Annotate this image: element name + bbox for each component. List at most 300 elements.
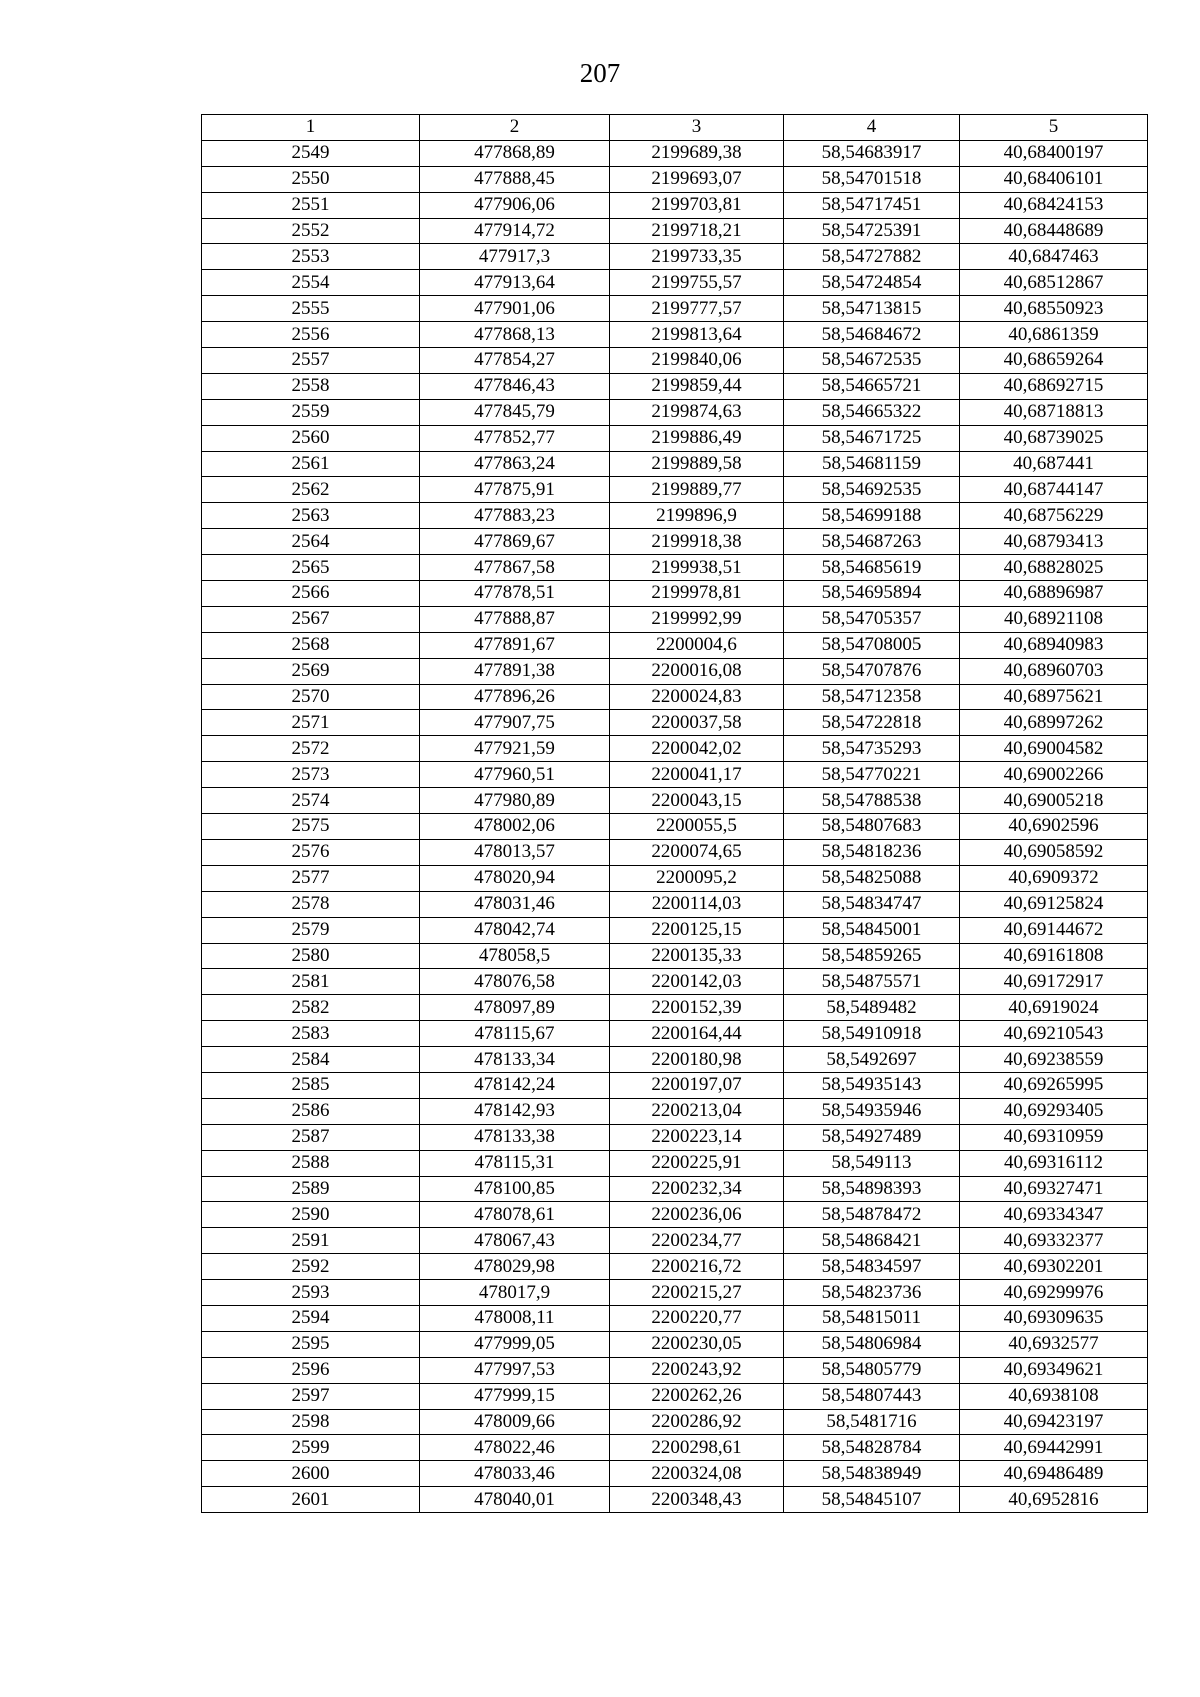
table-row: [202, 1072, 1148, 1098]
x-coordinate-cell: 478029,98: [420, 1254, 610, 1280]
x-coordinate-cell: 478008,11: [420, 1305, 610, 1331]
latitude-cell: 58,54828784: [784, 1435, 960, 1461]
table-row: [202, 736, 1148, 762]
y-coordinate-cell: 2199689,38: [610, 140, 784, 166]
latitude-cell: 58,54712358: [784, 684, 960, 710]
point-number-cell: 2596: [202, 1357, 420, 1383]
longitude-cell: 40,69058592: [960, 839, 1148, 865]
longitude-cell: 40,6932577: [960, 1331, 1148, 1357]
longitude-cell: 40,68659264: [960, 348, 1148, 374]
column-header: 5: [960, 115, 1148, 141]
y-coordinate-cell: 2199918,38: [610, 529, 784, 555]
latitude-cell: 58,54665322: [784, 399, 960, 425]
x-coordinate-cell: 477896,26: [420, 684, 610, 710]
point-number-cell: 2581: [202, 969, 420, 995]
x-coordinate-cell: 477999,15: [420, 1383, 610, 1409]
table-row: [202, 1383, 1148, 1409]
y-coordinate-cell: 2199874,63: [610, 399, 784, 425]
longitude-cell: 40,69349621: [960, 1357, 1148, 1383]
coordinates-table: [201, 114, 1148, 1513]
point-number-cell: 2582: [202, 995, 420, 1021]
x-coordinate-cell: 478009,66: [420, 1409, 610, 1435]
x-coordinate-cell: 478076,58: [420, 969, 610, 995]
latitude-cell: 58,54707876: [784, 658, 960, 684]
longitude-cell: 40,69486489: [960, 1461, 1148, 1487]
longitude-cell: 40,69309635: [960, 1305, 1148, 1331]
point-number-cell: 2585: [202, 1072, 420, 1098]
latitude-cell: 58,54665721: [784, 373, 960, 399]
x-coordinate-cell: 477891,67: [420, 632, 610, 658]
y-coordinate-cell: 2200125,15: [610, 917, 784, 943]
latitude-cell: 58,54807443: [784, 1383, 960, 1409]
y-coordinate-cell: 2199840,06: [610, 348, 784, 374]
x-coordinate-cell: 478040,01: [420, 1487, 610, 1513]
longitude-cell: 40,69310959: [960, 1124, 1148, 1150]
latitude-cell: 58,54683917: [784, 140, 960, 166]
latitude-cell: 58,54815011: [784, 1305, 960, 1331]
point-number-cell: 2571: [202, 710, 420, 736]
latitude-cell: 58,54788538: [784, 788, 960, 814]
latitude-cell: 58,54806984: [784, 1331, 960, 1357]
point-number-cell: 2598: [202, 1409, 420, 1435]
table-row: [202, 140, 1148, 166]
latitude-cell: 58,54825088: [784, 865, 960, 891]
x-coordinate-cell: 477854,27: [420, 348, 610, 374]
point-number-cell: 2597: [202, 1383, 420, 1409]
y-coordinate-cell: 2199992,99: [610, 606, 784, 632]
point-number-cell: 2591: [202, 1228, 420, 1254]
x-coordinate-cell: 478042,74: [420, 917, 610, 943]
x-coordinate-cell: 477906,06: [420, 192, 610, 218]
longitude-cell: 40,68896987: [960, 581, 1148, 607]
y-coordinate-cell: 2200223,14: [610, 1124, 784, 1150]
table-row: [202, 581, 1148, 607]
longitude-cell: 40,68828025: [960, 555, 1148, 581]
table-row: [202, 1305, 1148, 1331]
y-coordinate-cell: 2200236,06: [610, 1202, 784, 1228]
table-row: [202, 166, 1148, 192]
x-coordinate-cell: 478142,24: [420, 1072, 610, 1098]
longitude-cell: 40,6909372: [960, 865, 1148, 891]
point-number-cell: 2566: [202, 581, 420, 607]
table-row: [202, 244, 1148, 270]
longitude-cell: 40,68406101: [960, 166, 1148, 192]
latitude-cell: 58,54713815: [784, 296, 960, 322]
table-row: [202, 373, 1148, 399]
x-coordinate-cell: 477846,43: [420, 373, 610, 399]
table-row: [202, 1202, 1148, 1228]
table-row: [202, 1150, 1148, 1176]
point-number-cell: 2556: [202, 322, 420, 348]
x-coordinate-cell: 477875,91: [420, 477, 610, 503]
y-coordinate-cell: 2200232,34: [610, 1176, 784, 1202]
longitude-cell: 40,6938108: [960, 1383, 1148, 1409]
column-header: 2: [420, 115, 610, 141]
table-row: [202, 1435, 1148, 1461]
longitude-cell: 40,6919024: [960, 995, 1148, 1021]
y-coordinate-cell: 2200016,08: [610, 658, 784, 684]
table-row: [202, 451, 1148, 477]
longitude-cell: 40,68400197: [960, 140, 1148, 166]
longitude-cell: 40,69002266: [960, 762, 1148, 788]
longitude-cell: 40,69144672: [960, 917, 1148, 943]
point-number-cell: 2586: [202, 1098, 420, 1124]
latitude-cell: 58,54735293: [784, 736, 960, 762]
longitude-cell: 40,68718813: [960, 399, 1148, 425]
longitude-cell: 40,69316112: [960, 1150, 1148, 1176]
x-coordinate-cell: 478142,93: [420, 1098, 610, 1124]
table-row: [202, 865, 1148, 891]
latitude-cell: 58,54838949: [784, 1461, 960, 1487]
table-row: [202, 710, 1148, 736]
latitude-cell: 58,54722818: [784, 710, 960, 736]
table-row: [202, 606, 1148, 632]
x-coordinate-cell: 477867,58: [420, 555, 610, 581]
latitude-cell: 58,54684672: [784, 322, 960, 348]
y-coordinate-cell: 2199813,64: [610, 322, 784, 348]
latitude-cell: 58,54878472: [784, 1202, 960, 1228]
latitude-cell: 58,54727882: [784, 244, 960, 270]
y-coordinate-cell: 2200262,26: [610, 1383, 784, 1409]
latitude-cell: 58,54695894: [784, 581, 960, 607]
table-row: [202, 1228, 1148, 1254]
point-number-cell: 2575: [202, 814, 420, 840]
table-row: [202, 762, 1148, 788]
latitude-cell: 58,54875571: [784, 969, 960, 995]
latitude-cell: 58,549113: [784, 1150, 960, 1176]
longitude-cell: 40,6847463: [960, 244, 1148, 270]
latitude-cell: 58,54898393: [784, 1176, 960, 1202]
latitude-cell: 58,54807683: [784, 814, 960, 840]
x-coordinate-cell: 477999,05: [420, 1331, 610, 1357]
table-row: [202, 969, 1148, 995]
x-coordinate-cell: 477878,51: [420, 581, 610, 607]
point-number-cell: 2588: [202, 1150, 420, 1176]
y-coordinate-cell: 2200213,04: [610, 1098, 784, 1124]
latitude-cell: 58,54935143: [784, 1072, 960, 1098]
point-number-cell: 2564: [202, 529, 420, 555]
table-row: [202, 788, 1148, 814]
x-coordinate-cell: 477869,67: [420, 529, 610, 555]
latitude-cell: 58,54845107: [784, 1487, 960, 1513]
longitude-cell: 40,69265995: [960, 1072, 1148, 1098]
y-coordinate-cell: 2200114,03: [610, 891, 784, 917]
y-coordinate-cell: 2200225,91: [610, 1150, 784, 1176]
y-coordinate-cell: 2200197,07: [610, 1072, 784, 1098]
latitude-cell: 58,54708005: [784, 632, 960, 658]
longitude-cell: 40,687441: [960, 451, 1148, 477]
point-number-cell: 2549: [202, 140, 420, 166]
table-header-row: [202, 115, 1148, 141]
point-number-cell: 2552: [202, 218, 420, 244]
point-number-cell: 2574: [202, 788, 420, 814]
column-header: 3: [610, 115, 784, 141]
table-row: [202, 425, 1148, 451]
point-number-cell: 2567: [202, 606, 420, 632]
x-coordinate-cell: 477868,89: [420, 140, 610, 166]
point-number-cell: 2599: [202, 1435, 420, 1461]
y-coordinate-cell: 2199777,57: [610, 296, 784, 322]
point-number-cell: 2577: [202, 865, 420, 891]
table-row: [202, 1280, 1148, 1306]
table-row: [202, 1098, 1148, 1124]
point-number-cell: 2560: [202, 425, 420, 451]
point-number-cell: 2559: [202, 399, 420, 425]
x-coordinate-cell: 477913,64: [420, 270, 610, 296]
x-coordinate-cell: 478078,61: [420, 1202, 610, 1228]
latitude-cell: 58,54699188: [784, 503, 960, 529]
longitude-cell: 40,68744147: [960, 477, 1148, 503]
x-coordinate-cell: 478067,43: [420, 1228, 610, 1254]
longitude-cell: 40,69423197: [960, 1409, 1148, 1435]
y-coordinate-cell: 2199886,49: [610, 425, 784, 451]
table-body: [202, 140, 1148, 1512]
latitude-cell: 58,54910918: [784, 1021, 960, 1047]
x-coordinate-cell: 478017,9: [420, 1280, 610, 1306]
x-coordinate-cell: 477883,23: [420, 503, 610, 529]
latitude-cell: 58,54701518: [784, 166, 960, 192]
table-row: [202, 1176, 1148, 1202]
x-coordinate-cell: 477852,77: [420, 425, 610, 451]
longitude-cell: 40,69302201: [960, 1254, 1148, 1280]
point-number-cell: 2563: [202, 503, 420, 529]
table-row: [202, 192, 1148, 218]
point-number-cell: 2561: [202, 451, 420, 477]
longitude-cell: 40,69172917: [960, 969, 1148, 995]
longitude-cell: 40,69161808: [960, 943, 1148, 969]
y-coordinate-cell: 2200216,72: [610, 1254, 784, 1280]
longitude-cell: 40,68997262: [960, 710, 1148, 736]
point-number-cell: 2554: [202, 270, 420, 296]
longitude-cell: 40,69332377: [960, 1228, 1148, 1254]
x-coordinate-cell: 478020,94: [420, 865, 610, 891]
point-number-cell: 2553: [202, 244, 420, 270]
point-number-cell: 2584: [202, 1047, 420, 1073]
x-coordinate-cell: 477921,59: [420, 736, 610, 762]
longitude-cell: 40,68793413: [960, 529, 1148, 555]
longitude-cell: 40,68940983: [960, 632, 1148, 658]
table-row: [202, 296, 1148, 322]
y-coordinate-cell: 2200095,2: [610, 865, 784, 891]
x-coordinate-cell: 478133,38: [420, 1124, 610, 1150]
point-number-cell: 2550: [202, 166, 420, 192]
y-coordinate-cell: 2199755,57: [610, 270, 784, 296]
y-coordinate-cell: 2200180,98: [610, 1047, 784, 1073]
x-coordinate-cell: 478002,06: [420, 814, 610, 840]
longitude-cell: 40,69299976: [960, 1280, 1148, 1306]
latitude-cell: 58,54868421: [784, 1228, 960, 1254]
table-row: [202, 1331, 1148, 1357]
x-coordinate-cell: 477997,53: [420, 1357, 610, 1383]
latitude-cell: 58,54717451: [784, 192, 960, 218]
x-coordinate-cell: 477917,3: [420, 244, 610, 270]
latitude-cell: 58,54685619: [784, 555, 960, 581]
table-row: [202, 1409, 1148, 1435]
point-number-cell: 2590: [202, 1202, 420, 1228]
table-row: [202, 684, 1148, 710]
latitude-cell: 58,5489482: [784, 995, 960, 1021]
point-number-cell: 2557: [202, 348, 420, 374]
y-coordinate-cell: 2200286,92: [610, 1409, 784, 1435]
y-coordinate-cell: 2200037,58: [610, 710, 784, 736]
table-row: [202, 477, 1148, 503]
latitude-cell: 58,54770221: [784, 762, 960, 788]
latitude-cell: 58,5492697: [784, 1047, 960, 1073]
point-number-cell: 2555: [202, 296, 420, 322]
latitude-cell: 58,54692535: [784, 477, 960, 503]
x-coordinate-cell: 478097,89: [420, 995, 610, 1021]
y-coordinate-cell: 2199703,81: [610, 192, 784, 218]
x-coordinate-cell: 477914,72: [420, 218, 610, 244]
y-coordinate-cell: 2200024,83: [610, 684, 784, 710]
y-coordinate-cell: 2199938,51: [610, 555, 784, 581]
y-coordinate-cell: 2200074,65: [610, 839, 784, 865]
longitude-cell: 40,69005218: [960, 788, 1148, 814]
point-number-cell: 2593: [202, 1280, 420, 1306]
x-coordinate-cell: 478115,31: [420, 1150, 610, 1176]
point-number-cell: 2592: [202, 1254, 420, 1280]
table-row: [202, 1487, 1148, 1513]
table-row: [202, 995, 1148, 1021]
table-row: [202, 399, 1148, 425]
column-header: 1: [202, 115, 420, 141]
table-row: [202, 1357, 1148, 1383]
table-row: [202, 322, 1148, 348]
point-number-cell: 2595: [202, 1331, 420, 1357]
longitude-cell: 40,69327471: [960, 1176, 1148, 1202]
x-coordinate-cell: 477980,89: [420, 788, 610, 814]
x-coordinate-cell: 478033,46: [420, 1461, 610, 1487]
longitude-cell: 40,69238559: [960, 1047, 1148, 1073]
longitude-cell: 40,68739025: [960, 425, 1148, 451]
longitude-cell: 40,68424153: [960, 192, 1148, 218]
y-coordinate-cell: 2199693,07: [610, 166, 784, 192]
longitude-cell: 40,6952816: [960, 1487, 1148, 1513]
latitude-cell: 58,54834597: [784, 1254, 960, 1280]
y-coordinate-cell: 2200324,08: [610, 1461, 784, 1487]
x-coordinate-cell: 478013,57: [420, 839, 610, 865]
y-coordinate-cell: 2200004,6: [610, 632, 784, 658]
y-coordinate-cell: 2200348,43: [610, 1487, 784, 1513]
table-row: [202, 529, 1148, 555]
x-coordinate-cell: 477888,87: [420, 606, 610, 632]
longitude-cell: 40,69004582: [960, 736, 1148, 762]
table-row: [202, 1124, 1148, 1150]
point-number-cell: 2583: [202, 1021, 420, 1047]
table-row: [202, 348, 1148, 374]
table-row: [202, 814, 1148, 840]
point-number-cell: 2572: [202, 736, 420, 762]
table-row: [202, 1021, 1148, 1047]
latitude-cell: 58,54935946: [784, 1098, 960, 1124]
page-number: 207: [579, 58, 621, 88]
y-coordinate-cell: 2200042,02: [610, 736, 784, 762]
x-coordinate-cell: 478100,85: [420, 1176, 610, 1202]
latitude-cell: 58,54672535: [784, 348, 960, 374]
y-coordinate-cell: 2200142,03: [610, 969, 784, 995]
latitude-cell: 58,54705357: [784, 606, 960, 632]
x-coordinate-cell: 477863,24: [420, 451, 610, 477]
table-row: [202, 917, 1148, 943]
longitude-cell: 40,68550923: [960, 296, 1148, 322]
longitude-cell: 40,68960703: [960, 658, 1148, 684]
latitude-cell: 58,54845001: [784, 917, 960, 943]
longitude-cell: 40,69125824: [960, 891, 1148, 917]
longitude-cell: 40,68756229: [960, 503, 1148, 529]
y-coordinate-cell: 2200041,17: [610, 762, 784, 788]
longitude-cell: 40,68448689: [960, 218, 1148, 244]
point-number-cell: 2562: [202, 477, 420, 503]
x-coordinate-cell: 477901,06: [420, 296, 610, 322]
y-coordinate-cell: 2199889,77: [610, 477, 784, 503]
longitude-cell: 40,6902596: [960, 814, 1148, 840]
x-coordinate-cell: 477868,13: [420, 322, 610, 348]
point-number-cell: 2589: [202, 1176, 420, 1202]
point-number-cell: 2579: [202, 917, 420, 943]
table-row: [202, 891, 1148, 917]
longitude-cell: 40,69210543: [960, 1021, 1148, 1047]
y-coordinate-cell: 2199859,44: [610, 373, 784, 399]
x-coordinate-cell: 478058,5: [420, 943, 610, 969]
y-coordinate-cell: 2199889,58: [610, 451, 784, 477]
table-row: [202, 943, 1148, 969]
longitude-cell: 40,69442991: [960, 1435, 1148, 1461]
x-coordinate-cell: 478115,67: [420, 1021, 610, 1047]
latitude-cell: 58,54725391: [784, 218, 960, 244]
y-coordinate-cell: 2200135,33: [610, 943, 784, 969]
longitude-cell: 40,68512867: [960, 270, 1148, 296]
y-coordinate-cell: 2200043,15: [610, 788, 784, 814]
table-row: [202, 1461, 1148, 1487]
point-number-cell: 2601: [202, 1487, 420, 1513]
x-coordinate-cell: 478133,34: [420, 1047, 610, 1073]
longitude-cell: 40,69293405: [960, 1098, 1148, 1124]
point-number-cell: 2568: [202, 632, 420, 658]
point-number-cell: 2580: [202, 943, 420, 969]
point-number-cell: 2569: [202, 658, 420, 684]
table-row: [202, 270, 1148, 296]
x-coordinate-cell: 477907,75: [420, 710, 610, 736]
y-coordinate-cell: 2200234,77: [610, 1228, 784, 1254]
table-row: [202, 503, 1148, 529]
y-coordinate-cell: 2200055,5: [610, 814, 784, 840]
y-coordinate-cell: 2199978,81: [610, 581, 784, 607]
x-coordinate-cell: 477960,51: [420, 762, 610, 788]
point-number-cell: 2578: [202, 891, 420, 917]
latitude-cell: 58,54687263: [784, 529, 960, 555]
latitude-cell: 58,54818236: [784, 839, 960, 865]
point-number-cell: 2594: [202, 1305, 420, 1331]
longitude-cell: 40,68975621: [960, 684, 1148, 710]
y-coordinate-cell: 2199896,9: [610, 503, 784, 529]
x-coordinate-cell: 478022,46: [420, 1435, 610, 1461]
table-row: [202, 1254, 1148, 1280]
y-coordinate-cell: 2200215,27: [610, 1280, 784, 1306]
x-coordinate-cell: 477845,79: [420, 399, 610, 425]
table-row: [202, 839, 1148, 865]
point-number-cell: 2600: [202, 1461, 420, 1487]
x-coordinate-cell: 477891,38: [420, 658, 610, 684]
latitude-cell: 58,54927489: [784, 1124, 960, 1150]
latitude-cell: 58,54859265: [784, 943, 960, 969]
latitude-cell: 58,54724854: [784, 270, 960, 296]
column-header: 4: [784, 115, 960, 141]
latitude-cell: 58,54823736: [784, 1280, 960, 1306]
point-number-cell: 2576: [202, 839, 420, 865]
y-coordinate-cell: 2200152,39: [610, 995, 784, 1021]
point-number-cell: 2565: [202, 555, 420, 581]
latitude-cell: 58,54834747: [784, 891, 960, 917]
